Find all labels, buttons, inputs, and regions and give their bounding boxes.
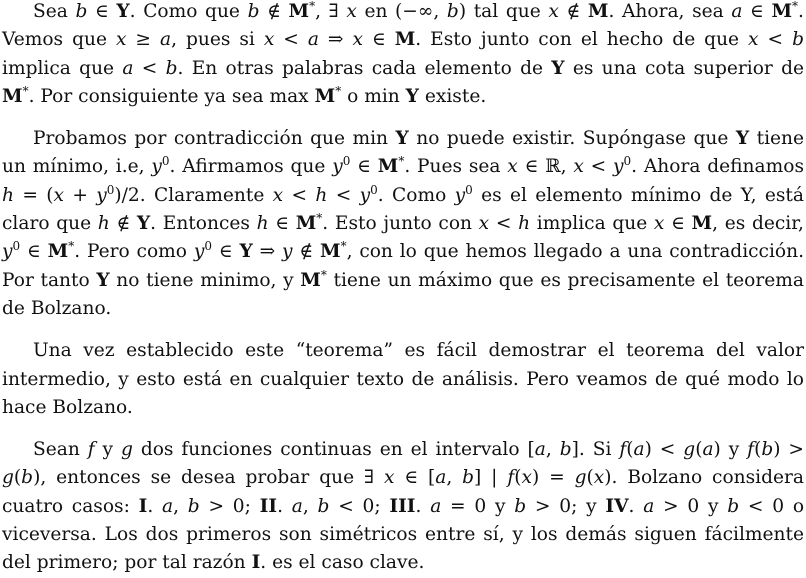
paragraph-4: Sean f y g dos funciones continuas en el intervalo [a, b]. Si f(a) < g(a) y f(b) > g(b), entonces se desea probar que ∃ x ∈ [a, b] | f(x) = g(x). Bolzano considera cuatro casos: I. a, b > 0; II. a, b < 0; III. a = 0 y b > 0; y IV. a > 0 y b < 0 o viceversa. Los dos primeros son simétricos entre sí, y los demás siguen fácilmente del primero; por tal razón I. es el caso clave. (2, 439, 805, 574)
paragraph-1: Sea b ∈ Y. Como que b ∉ M*, ∃ x en (−∞, b) tal que x ∉ M. Ahora, sea a ∈ M*. Vemos que x ≥ a, pues si x < a ⇒ x ∈ M. Esto junto con el hecho de que x < b implica que a < b. En otras palabras cada elemento de Y es una cota superior de M*. Por consiguiente ya sea max M* o min Y existe. (2, 0, 805, 107)
paragraph-2: Probamos por contradicción que min Y no puede existir. Supóngase que Y tiene un mínimo, i.e, $y^0$. Afirmamos que $y^0$ ∈ M*. Pues sea x ∈ ℝ, $x < y^0$. Ahora definamos $h = (x + y^0)/2$. Claramente $x < h < y^0$. Como $y^0$ es el elemento mínimo de Y, está claro que h ∉ Y. Entonces h ∈ M*. Esto junto con x < h implica que x ∈ M, es decir, $y^0$ ∈ M*. Pero como $y^0$ ∈ Y ⇒ y ∉ M*, con lo que hemos llegado a una contradicción. Por tanto Y no tiene minimo, y M* tiene un máximo que es precisamente el teorema de Bolzano. (2, 128, 805, 319)
paragraph-3: Una vez establecido este “teorema” es fácil demostrar el teorema del valor intermedio, y esto está en cualquier texto de análisis. Pero veamos de qué modo lo hace Bolzano. (2, 340, 804, 418)
